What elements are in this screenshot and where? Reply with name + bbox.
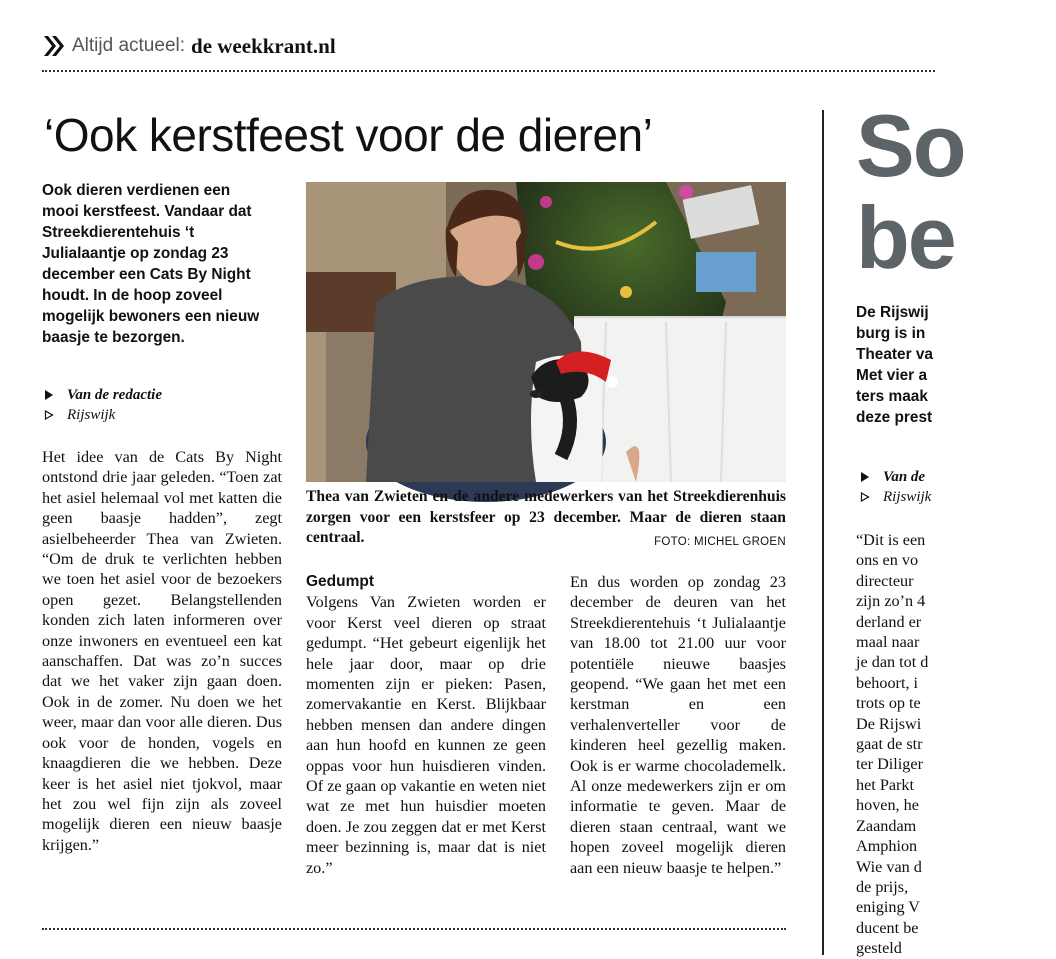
sidebar-intro-line: Theater va [856,346,933,363]
sidebar-body-line: directeur [856,571,914,590]
sidebar-intro-line: deze prest [856,409,933,426]
sidebar-body-line: gaat de str [856,735,923,754]
sidebar-body-line: maal naar [856,633,920,652]
header-label: Altijd actueel: [72,35,186,56]
sidebar-intro-line: ters maak [856,388,928,405]
photo-illustration [306,182,786,482]
sidebar-body-line: ducent be [856,918,919,937]
article-title: ‘Ook kerstfeest voor de dieren’ [44,109,653,161]
sidebar-title-line: So [856,96,965,195]
sidebar-body-line: je dan tot d [856,653,929,672]
sidebar-body-line: Wie van d [856,857,922,876]
sidebar-body-line: hoven, he [856,796,919,815]
sidebar-intro-line: burg is in [856,325,926,342]
column-2-text: Volgens Van Zwieten worden er voor Kerst veel dieren op straat gedumpt. “Het gebeurt eigenlijk het hele jaar door, maar op drie momenten zijn er pieken: Pasen, zomervakantie en Kerst. Blijkbaar hebben mensen dan andere dingen aan hun hoofd en kunnen ze geen oppas voor hun huisdieren vinden. Of ze gaan op vakantie en weten niet wat ze met hun huisdier moeten doen. Je zou zeggen dat er met Kerst meer bezinning is, maar dat is niet zo.” [306,593,546,877]
triangle-outline-icon [44,410,54,420]
sidebar-title-line: be [856,188,955,287]
sidebar-body-line: ons en vo [856,551,919,570]
subhead: Gedumpt [306,573,375,590]
sidebar-place-label: Rijswijk [883,489,932,505]
article-intro: Ook dieren verdienen een mooi kerstfeest. Vandaar dat Streekdierentehuis ‘t Julialaantje op zondag 23 december een Cats By Night houdt. In de hoop zoveel mogelijk bewoners een nieuw baasje te bezorgen. [42,182,260,346]
sidebar-body-line: derland er [856,612,922,631]
triangle-bullet-icon [44,390,54,400]
sidebar-body-line: gesteld [856,939,902,958]
sidebar-body-line: eniging V [856,898,920,917]
article-column-3: En dus worden op zondag 23 december de deuren van het Streekdierentehuis ‘t Julialaantje van 18.00 tot 21.00 uur voor potentiële nieuwe baasjes geopend. “We gaan het met een kerstman en een verhalenverteller voor de kinderen heel gezellig maken. Ook is er warme chocolademelk. Al onze medewerkers zijn er om informatie te geven. Maar de dieren staan centraal, want we hopen zoveel mogelijk dieren aan een nieuw baasje te helpen.” [570,573,786,877]
sidebar-body-line: zijn zo’n 4 [856,592,926,611]
sidebar-body-line: trots op te [856,694,921,713]
triangle-outline-icon [860,492,870,502]
sidebar-body-line: behoort, i [856,673,919,692]
sidebar-intro-line: De Rijswij [856,304,929,321]
sidebar-byline-place [860,487,931,507]
sidebar-intro-line: Met vier a [856,367,928,384]
article-photo [306,182,786,482]
article-column-1: Het idee van de Cats By Night ontstond drie jaar geleden. “Toen zat het asiel helemaal vol met katten die geen baasje hadden”, zegt asielbeheerder Thea van Zwieten. “Om de druk te verlichten hebben we toen het asiel voor de bezoekers open gezet. Belangstellenden konden zich laten informeren over onze inwoners en eventueel een kat aanschaffen. Dat was zo’n succes dat we het vaker zijn gaan doen. Ook in de zomer. Nu doen we het weer, maar dan voor alle dieren. Dus ook voor de honden, vogels en knaagdieren die we hebben. Deze keer is het asiel niet tjokvol, maar het zou wel fijn zijn als zoveel mogelijk dieren een nieuw baasje krijgen.” [42,448,282,854]
sidebar-body-line: Zaandam [856,816,917,835]
photo-caption [306,487,786,553]
sidebar-body-line: Amphion [856,837,918,856]
column-divider [822,110,824,955]
sidebar-body-line: ter Diliger [856,755,923,774]
site-header [42,32,336,60]
article-column-2 [306,572,546,878]
sidebar-byline-author [860,467,925,487]
site-brand-link[interactable]: de weekkrant.nl [191,33,336,58]
footer-divider [42,928,786,930]
sidebar-article-intro [856,302,1056,428]
byline-author [44,385,162,405]
author-label: Van de redactie [67,387,162,403]
sidebar-author-label: Van de [883,469,926,485]
sidebar-article-body [856,530,928,959]
sidebar-body-line: De Rijswi [856,714,922,733]
place-label: Rijswijk [67,407,116,423]
photo-credit: FOTO: MICHEL GROEN [654,536,786,548]
header-divider [42,70,935,72]
caption-text: Thea van Zwieten en de andere medewerkers van het Streekdierenhuis zorgen voor een kerstsfeer op 23 december. Maar de dieren staan centraal. [306,488,786,546]
triangle-bullet-icon [860,472,870,482]
double-chevron-icon [42,34,66,58]
sidebar-body-line: het Parkt [856,775,914,794]
byline-place [44,405,115,425]
sidebar-article-title [856,96,965,287]
sidebar-body-line: de prijs, [856,877,909,896]
sidebar-body-line: “Dit is een [856,531,926,549]
